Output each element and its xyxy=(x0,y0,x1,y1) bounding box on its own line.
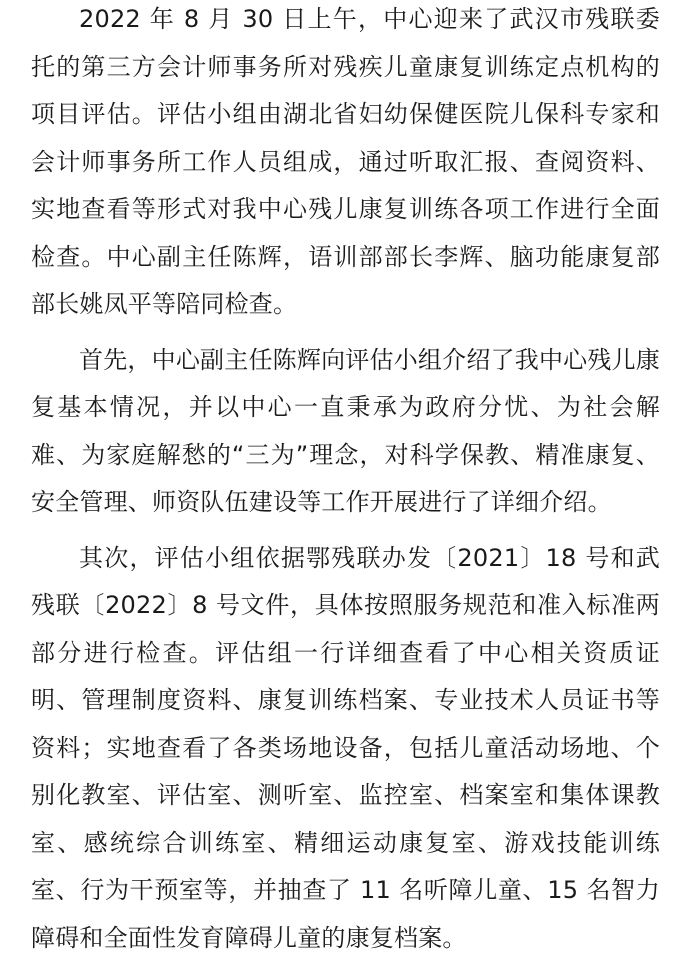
paragraph-center-introduction: 首先，中心副主任陈辉向评估小组介绍了我中心残儿康复基本情况，并以中心一直秉承为政府分忧、为社会解难、为家庭解愁的“三为”理念，对科学保教、精准康复、安全管理、师资队伍建设等工作开展进行了详细介绍。 xyxy=(31,337,660,527)
paragraph-inspection-details: 其次，评估小组依据鄂残联办发〔2021〕18 号和武残联〔2022〕8 号文件，具体按照服务规范和准入标准两部分进行检查。评估组一行详细查看了中心相关资质证明、管理制度资料、康复训练档案、专业技术人员证书等资料；实地查看了各类场地设备，包括儿童活动场地、个别化教室、评估室、测听室、监控室、档案室和集体课教室、感统综合训练室、精细运动康复室、游戏技能训练室、行为干预室等，并抽查了 11 名听障儿童、15 名智力障碍和全面性发育障碍儿童的康复档案。 xyxy=(31,535,660,962)
paragraph-evaluation-intro: 2022 年 8 月 30 日上午，中心迎来了武汉市残联委托的第三方会计师事务所对残疾儿童康复训练定点机构的项目评估。评估小组由湖北省妇幼保健医院儿保科专家和会计师事务所工作人员组成，通过听取汇报、查阅资料、实地查看等形式对我中心残儿康复训练各项工作进行全面检查。中心副主任陈辉，语训部部长李辉、脑功能康复部部长姚凤平等陪同检查。 xyxy=(31,0,660,329)
